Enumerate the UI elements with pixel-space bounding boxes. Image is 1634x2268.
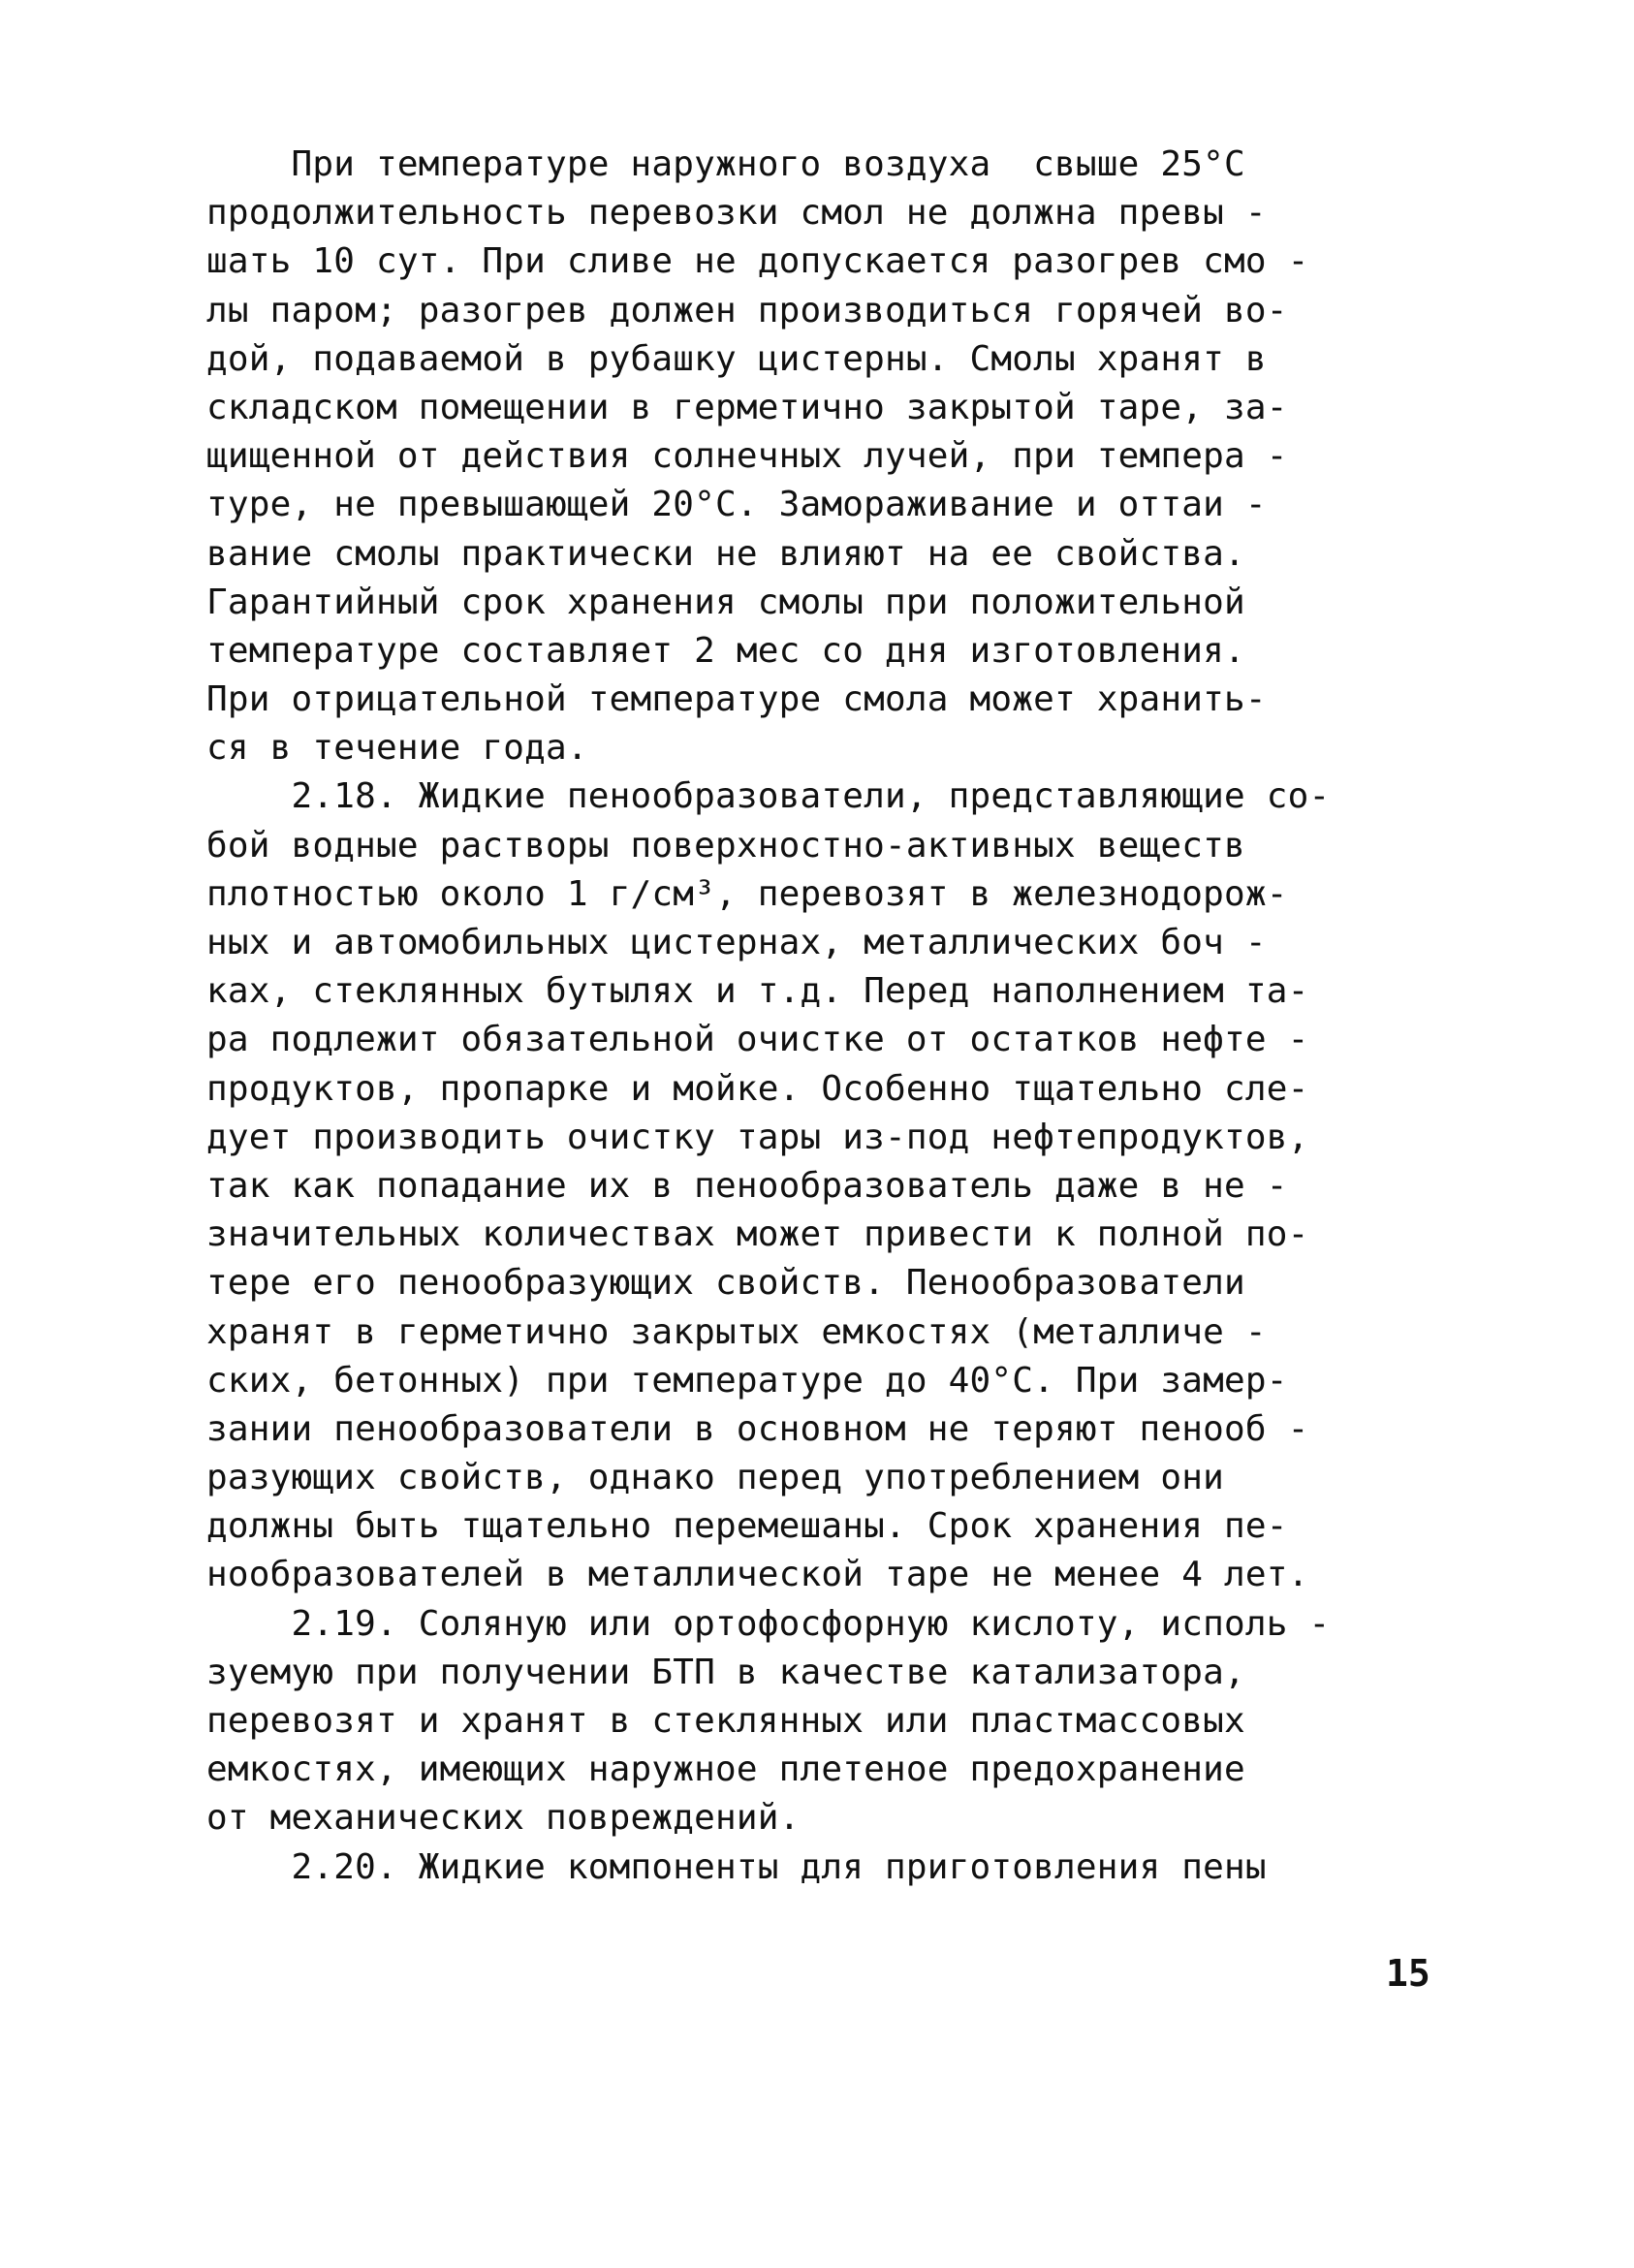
text-line: емкостях, имеющих наружное плетеное предохранение — [206, 1749, 1245, 1790]
text-line: значительных количествах может привести к полной по- — [206, 1214, 1309, 1255]
text-line: от механических повреждений. — [206, 1798, 801, 1839]
text-line: так как попадание их в пенообразователь даже в не - — [206, 1165, 1288, 1206]
body-text — [206, 141, 1447, 1892]
text-line: разующих свойств, однако перед употреблением они — [206, 1458, 1224, 1498]
text-line: продуктов, пропарке и мойке. Особенно тщательно сле- — [206, 1068, 1309, 1109]
text-line: тере его пенообразующих свойств. Пенообразователи — [206, 1263, 1245, 1304]
text-line: шать 10 сут. При сливе не допускается разогрев смо - — [206, 241, 1309, 282]
text-line: перевозят и хранят в стеклянных или пластмассовых — [206, 1701, 1245, 1741]
text-line: лы паром; разогрев должен производиться горячей во- — [206, 290, 1288, 331]
text-line: складском помещении в герметично закрытой таре, за- — [206, 387, 1288, 427]
text-line: ра подлежит обязательной очистке от остатков нефте - — [206, 1020, 1309, 1060]
text-line: должны быть тщательно перемешаны. Срок хранения пе- — [206, 1506, 1288, 1547]
text-line: дует производить очистку тары из-под нефтепродуктов, — [206, 1117, 1309, 1157]
text-line: хранят в герметично закрытых емкостях (металличе - — [206, 1311, 1267, 1352]
text-line: вание смолы практически не влияют на ее свойства. — [206, 533, 1245, 574]
page-number: 15 — [1386, 1952, 1430, 1995]
text-line: зании пенообразователи в основном не теряют пенооб - — [206, 1408, 1309, 1449]
text-line: ках, стеклянных бутылях и т.д. Перед наполнением та- — [206, 971, 1309, 1012]
text-line: бой водные растворы поверхностно-активных веществ — [206, 825, 1245, 866]
text-line: температуре составляет 2 мес со дня изготовления. — [206, 630, 1245, 671]
text-line: При отрицательной температуре смола может хранить- — [206, 679, 1267, 720]
text-line: туре, не превышающей 20°С. Замораживание и оттаи - — [206, 485, 1267, 525]
text-line: ских, бетонных) при температуре до 40°С. При замер- — [206, 1360, 1288, 1401]
text-line: 2.20. Жидкие компоненты для приготовления пены — [206, 1846, 1267, 1887]
text-line: щищенной от действия солнечных лучей, при темпера - — [206, 436, 1288, 477]
text-line: 2.19. Соляную или ортофосфорную кислоту, исполь - — [206, 1603, 1331, 1644]
text-line: ных и автомобильных цистернах, металлических боч - — [206, 923, 1267, 962]
text-line: нообразователей в металлической таре не менее 4 лет. — [206, 1555, 1309, 1595]
text-line: зуемую при получении БТП в качестве катализатора, — [206, 1652, 1245, 1692]
text-line: Гарантийный срок хранения смолы при положительной — [206, 582, 1245, 622]
text-line: При температуре наружного воздуха свыше 25°С — [206, 144, 1245, 184]
text-line: 2.18. Жидкие пенообразователи, представляющие со- — [206, 776, 1331, 817]
text-line: продолжительность перевозки смол не должна превы - — [206, 193, 1267, 234]
text-line: плотностью около 1 г/см³, перевозят в железнодорож- — [206, 873, 1288, 914]
text-line: ся в течение года. — [206, 728, 588, 769]
text-line: дой, подаваемой в рубашку цистерны. Смолы хранят в — [206, 338, 1267, 379]
